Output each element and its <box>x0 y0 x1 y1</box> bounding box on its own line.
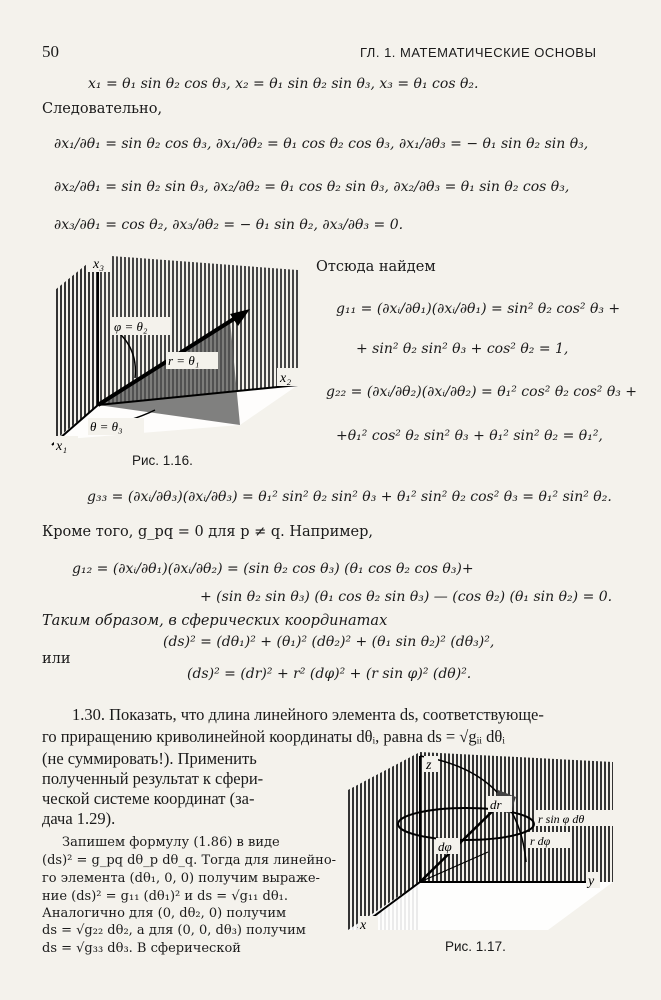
solution-line-5: Аналогично для (0, dθ₂, 0) получим <box>42 906 287 921</box>
solution-line-4: ние (ds)² = g₁₁ (dθ₁)² и ds = √g₁₁ dθ₁. <box>42 889 288 904</box>
g33-equation: g₃₃ = (∂xᵢ/∂θ₃)(∂xᵢ/∂θ₃) = θ₁² sin² θ₂ sin² θ₃ + θ₁² sin² θ₂ cos² θ₃ = θ₁² sin² θ₂. <box>87 489 612 505</box>
g22-line-2: +θ₁² cos² θ₂ sin² θ₃ + θ₁² sin² θ₂ = θ₁², <box>336 428 603 444</box>
page-number: 50 <box>42 42 59 61</box>
problem-1-30-line-2: го приращению криволинейной координаты dθᵢ, равна ds = √gᵢᵢ dθᵢ <box>42 727 505 746</box>
g12-line-1: g₁₂ = (∂xᵢ/∂θ₁)(∂xᵢ/∂θ₂) = (sin θ₂ cos θ₃) (θ₁ cos θ₂ cos θ₃)+ <box>72 561 474 577</box>
text-ili: или <box>42 651 71 667</box>
label-rdphi: r dφ <box>530 834 551 848</box>
solution-line-7: ds = √g₃₃ dθ₃. В сферической <box>42 941 241 956</box>
deriv-row-1: ∂x₁/∂θ₁ = sin θ₂ cos θ₃, ∂x₁/∂θ₂ = θ₁ cos θ₂ cos θ₃, ∂x₁/∂θ₃ = − θ₁ sin θ₂ sin θ₃, <box>54 136 589 152</box>
label-y: y <box>588 874 595 889</box>
text-krome-togo: Кроме того, g_pq = 0 для p ≠ q. Например, <box>42 524 373 540</box>
problem-1-30-line-4: полученный результат к сфери- <box>42 769 264 788</box>
label-r: r = θ₁ <box>168 353 200 368</box>
running-title: ГЛ. 1. МАТЕМАТИЧЕСКИЕ ОСНОВЫ <box>360 45 597 60</box>
label-x3: x₃ <box>93 257 105 272</box>
caption-fig-1-16: Рис. 1.16. <box>132 453 193 468</box>
solution-line-6: ds = √g₂₂ dθ₂, а для (0, 0, dθ₃) получим <box>42 923 306 938</box>
text-sledovatelno: Следовательно, <box>42 101 163 117</box>
label-dphi: dφ <box>438 839 452 854</box>
g12-line-2: + (sin θ₂ sin θ₃) (θ₁ cos θ₂ sin θ₃) — (cos θ₂) (θ₁ sin θ₂) = 0. <box>200 589 613 605</box>
deriv-row-2: ∂x₂/∂θ₁ = sin θ₂ sin θ₃, ∂x₂/∂θ₂ = θ₁ cos θ₂ sin θ₃, ∂x₂/∂θ₃ = θ₁ sin θ₂ cos θ₃, <box>54 179 570 195</box>
g22-line-1: g₂₂ = (∂xᵢ/∂θ₂)(∂xᵢ/∂θ₂) = θ₁² cos² θ₂ cos² θ₃ + <box>326 384 638 400</box>
coord-equations: x₁ = θ₁ sin θ₂ cos θ₃, x₂ = θ₁ sin θ₂ sin θ₃, x₃ = θ₁ cos θ₂. <box>88 76 479 92</box>
ds-equation-2: (ds)² = (dr)² + r² (dφ)² + (r sin φ)² (dθ)². <box>187 666 472 682</box>
text-takim-obrazom: Таким образом, в сферических координатах <box>42 613 388 629</box>
solution-line-3: го элемента (dθ₁, 0, 0) получим выраже- <box>42 871 320 886</box>
caption-fig-1-17: Рис. 1.17. <box>445 939 506 954</box>
ds-equation-1: (ds)² = (dθ₁)² + (θ₁)² (dθ₂)² + (θ₁ sin θ₂)² (dθ₃)², <box>163 634 495 650</box>
label-phi: φ = θ₂ <box>114 319 148 334</box>
g11-line-2: + sin² θ₂ sin² θ₃ + cos² θ₂ = 1, <box>356 341 569 357</box>
problem-1-30-line-5: ческой системе координат (за- <box>42 789 255 808</box>
label-dr: dr <box>490 797 502 812</box>
figure-1-17 <box>348 752 618 934</box>
problem-1-30-line-1: 1.30. Показать, что длина линейного элемента ds, соответствующе- <box>72 705 544 724</box>
g11-line-1: g₁₁ = (∂xᵢ/∂θ₁)(∂xᵢ/∂θ₁) = sin² θ₂ cos² θ₃ + <box>336 301 621 317</box>
figure-1-16 <box>40 250 310 455</box>
deriv-row-3: ∂x₃/∂θ₁ = cos θ₂, ∂x₃/∂θ₂ = − θ₁ sin θ₂, ∂x₃/∂θ₃ = 0. <box>54 217 404 233</box>
label-x1: x₁ <box>56 439 68 454</box>
label-theta: θ = θ₃ <box>90 419 123 434</box>
label-z: z <box>426 758 432 773</box>
problem-1-30-line-6: дача 1.29). <box>42 809 116 828</box>
text-otsyuda: Отсюда найдем <box>316 259 436 275</box>
solution-line-2: (ds)² = g_pq dθ_p dθ_q. Тогда для линейно- <box>42 853 337 868</box>
label-x: x <box>360 918 367 933</box>
solution-line-1: Запишем формулу (1.86) в виде <box>62 835 280 850</box>
problem-1-30-line-3: (не суммировать!). Применить <box>42 749 257 768</box>
label-x2: x₂ <box>280 371 292 386</box>
label-rsin: r sin φ dθ <box>538 812 585 826</box>
